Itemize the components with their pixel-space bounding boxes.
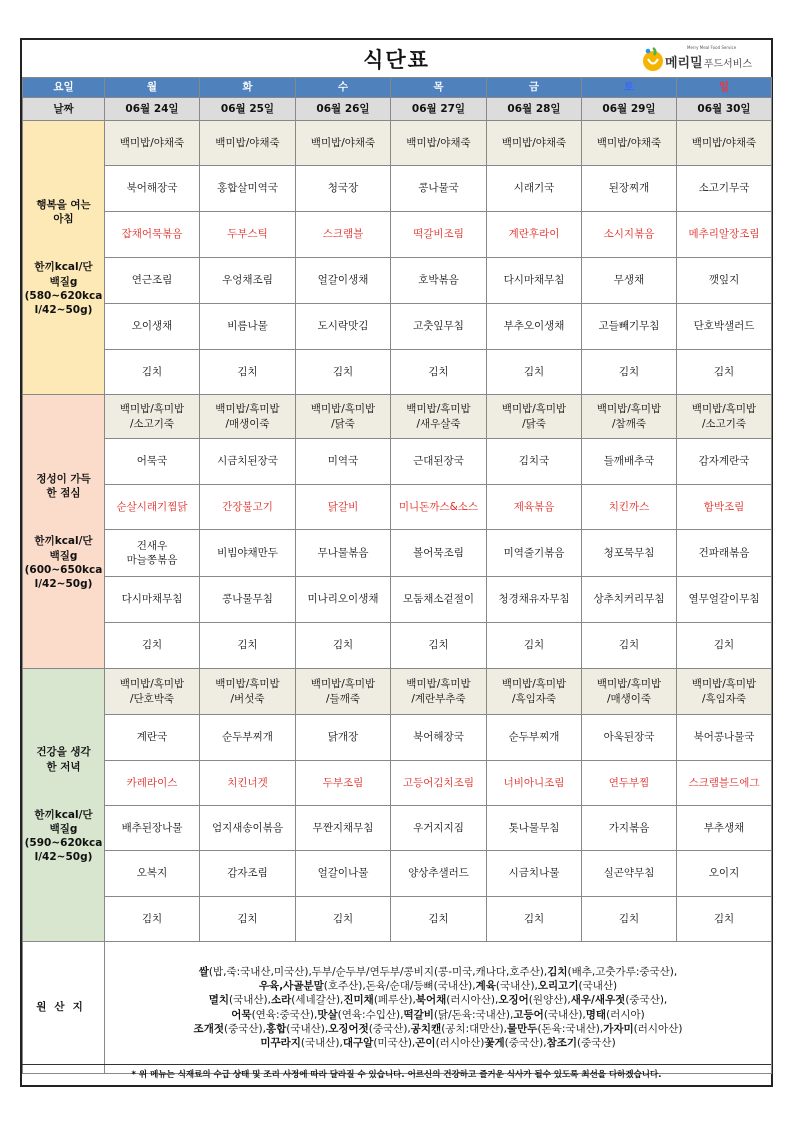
origin-item: 떡갈비 (403, 1008, 434, 1021)
day-header: 토 (582, 78, 677, 98)
origin-country: (국내산), (286, 1022, 329, 1035)
origin-country: (러시아) (606, 1008, 645, 1021)
menu-item: 감자계란국 (677, 439, 772, 485)
menu-item: 두부스틱 (200, 212, 296, 258)
origin-item: 공치캔 (410, 1022, 442, 1035)
menu-item: 된장찌개 (582, 166, 677, 212)
menu-item: 고춧잎무침 (391, 304, 487, 350)
menu-item: 건새우 마늘쫑볶음 (105, 530, 200, 577)
footnote: * 위 메뉴는 식재료의 수급 상태 및 조리 사정에 따라 달라질 수 있습니다. 어르신의 건강하고 즐거운 식사가 될수 있도록 최선을 다하겠습니다. (22, 1064, 771, 1085)
menu-item: 백미밥/흑미밥 /들깨죽 (296, 669, 391, 715)
menu-item: 백미밥/흑미밥 /소고기죽 (677, 395, 772, 439)
date-cell: 06월 28일 (487, 98, 582, 121)
date-cell: 06월 26일 (296, 98, 391, 121)
date-cell: 06월 27일 (391, 98, 487, 121)
menu-item: 백미밥/야채죽 (582, 121, 677, 166)
origin-item: 곤이 (415, 1036, 436, 1049)
menu-item: 감자조림 (200, 851, 296, 897)
menu-item: 김치 (677, 623, 772, 669)
origin-item: 대구알 (342, 1036, 374, 1049)
origin-line (106, 1022, 770, 1036)
origin-item: 조개젓 (193, 1022, 224, 1035)
menu-item: 비름나물 (200, 304, 296, 350)
menu-item: 김치 (105, 350, 200, 395)
menu-item: 부추오이생채 (487, 304, 582, 350)
brand-logo (641, 44, 761, 74)
menu-item: 백미밥/야채죽 (677, 121, 772, 166)
day-header: 일 (677, 78, 772, 98)
origin-item: 김치 (547, 965, 568, 978)
menu-item: 오이지 (677, 851, 772, 897)
origin-item: 맛살 (317, 1008, 338, 1021)
menu-item: 백미밥/흑미밥 /소고기죽 (105, 395, 200, 439)
menu-item: 아욱된장국 (582, 715, 677, 761)
origin-country: (국내산), (543, 1008, 586, 1021)
origin-country: (밥,죽:국내산,미국산),두부/순두부/연두부/콩비지(콩-미국,캐나다,호주산), (208, 965, 548, 978)
menu-item: 백미밥/야채죽 (487, 121, 582, 166)
menu-item: 얼갈이나물 (296, 851, 391, 897)
meal-name: 정성이 가득 한 점심 (36, 472, 91, 500)
menu-item: 김치국 (487, 439, 582, 485)
day-header: 화 (200, 78, 296, 98)
origin-item: 홍합 (265, 1022, 287, 1035)
menu-item: 김치 (582, 897, 677, 942)
origin-item: 북어채 (415, 994, 447, 1007)
origin-country: (중국산), (504, 1036, 547, 1049)
menu-item: 백미밥/흑미밥 /매생이죽 (200, 395, 296, 439)
menu-item: 시금치나물 (487, 851, 582, 897)
menu-item: 김치 (582, 623, 677, 669)
origin-country: (러시아산) (633, 1022, 683, 1035)
origin-line (106, 979, 770, 993)
origin-country: (중국산), (223, 1022, 266, 1035)
menu-item: 양상추샐러드 (391, 851, 487, 897)
menu-item: 고등어김치조림 (391, 761, 487, 806)
menu-item: 잡채어묵볶음 (105, 212, 200, 258)
menu-item: 연두부찜 (582, 761, 677, 806)
menu-item: 미나리오이생채 (296, 577, 391, 623)
menu-item: 단호박샐러드 (677, 304, 772, 350)
origin-country: (러시아산), (446, 994, 499, 1007)
menu-item: 들깨배추국 (582, 439, 677, 485)
menu-item: 배추된장나물 (105, 806, 200, 851)
menu-item: 순살시래기찜닭 (105, 485, 200, 530)
origin-item: 참조기 (546, 1036, 578, 1049)
title-bar (22, 40, 771, 78)
date-cell: 06월 25일 (200, 98, 296, 121)
menu-item: 다시마채무침 (105, 577, 200, 623)
menu-item: 백미밥/흑미밥 /단호박죽 (105, 669, 200, 715)
origin-country: (세네갈산), (291, 994, 344, 1007)
menu-item: 시래기국 (487, 166, 582, 212)
logo-text (665, 52, 752, 71)
origin-item: 쌀 (198, 965, 209, 978)
origin-item: 고등어 (513, 1008, 544, 1021)
day-header: 수 (296, 78, 391, 98)
menu-item: 백미밥/야채죽 (200, 121, 296, 166)
menu-item: 콩나물국 (391, 166, 487, 212)
meal-nutrition: 한끼kcal/단 백질g (590~620kca l/42~50g) (24, 808, 103, 864)
logo-brand: 메리밀 (665, 56, 703, 71)
menu-item: 백미밥/흑미밥 /매생이죽 (582, 669, 677, 715)
menu-item: 연근조림 (105, 258, 200, 304)
menu-item: 김치 (487, 623, 582, 669)
menu-item: 우거지지짐 (391, 806, 487, 851)
menu-item: 어묵국 (105, 439, 200, 485)
menu-item: 김치 (105, 897, 200, 942)
menu-item: 닭개장 (296, 715, 391, 761)
menu-item: 카레라이스 (105, 761, 200, 806)
menu-item: 백미밥/흑미밥 /참깨죽 (582, 395, 677, 439)
origin-line (106, 965, 770, 979)
menu-item: 청국장 (296, 166, 391, 212)
menu-item: 근대된장국 (391, 439, 487, 485)
menu-sheet (20, 38, 773, 1087)
menu-item: 백미밥/흑미밥 /닭죽 (487, 395, 582, 439)
menu-item: 백미밥/흑미밥 /닭죽 (296, 395, 391, 439)
meal-label (23, 669, 105, 942)
menu-item: 백미밥/흑미밥 /계란부추죽 (391, 669, 487, 715)
logo-tagline: Merry Meal Food Service (687, 45, 737, 50)
menu-item: 김치 (582, 350, 677, 395)
menu-item: 오복지 (105, 851, 200, 897)
meal-name: 행복을 여는 아침 (36, 198, 91, 226)
menu-item: 치킨까스 (582, 485, 677, 530)
menu-item: 백미밥/흑미밥 /흑임자죽 (487, 669, 582, 715)
menu-item: 스크램블 (296, 212, 391, 258)
logo-sub: 푸드서비스 (703, 59, 752, 70)
menu-item: 무짠지채무침 (296, 806, 391, 851)
menu-item: 백미밥/흑미밥 /흑임자죽 (677, 669, 772, 715)
menu-item: 김치 (391, 350, 487, 395)
origin-country: (러시아산) (435, 1036, 485, 1049)
menu-item: 엄지새송이볶음 (200, 806, 296, 851)
menu-item: 다시마채무침 (487, 258, 582, 304)
origin-country: (배추,고춧가루:중국산), (567, 965, 678, 978)
menu-item: 메추리알장조림 (677, 212, 772, 258)
menu-item: 도시락맛김 (296, 304, 391, 350)
origin-country: (닭/돈육:국내산), (433, 1008, 514, 1021)
meal-label (23, 121, 105, 395)
menu-item: 오이생채 (105, 304, 200, 350)
origin-country: (연육:수입산), (337, 1008, 404, 1021)
origin-country: (페루산), (373, 994, 416, 1007)
menu-item: 닭갈비 (296, 485, 391, 530)
menu-item: 건파래볶음 (677, 530, 772, 577)
menu-item: 비빔야채만두 (200, 530, 296, 577)
menu-item: 청포묵무침 (582, 530, 677, 577)
menu-item: 김치 (296, 897, 391, 942)
page-title: 식단표 (363, 48, 430, 72)
date-header-label: 날짜 (23, 98, 105, 121)
menu-item: 백미밥/흑미밥 /새우살죽 (391, 395, 487, 439)
menu-item: 무생채 (582, 258, 677, 304)
date-cell: 06월 24일 (105, 98, 200, 121)
date-cell: 06월 30일 (677, 98, 772, 121)
menu-item: 백미밥/야채죽 (296, 121, 391, 166)
day-header-label: 요일 (23, 78, 105, 98)
menu-item: 볼어묵조림 (391, 530, 487, 577)
origin-item: 멸치 (208, 994, 230, 1007)
menu-item: 너비아니조림 (487, 761, 582, 806)
menu-item: 소고기무국 (677, 166, 772, 212)
date-cell: 06월 29일 (582, 98, 677, 121)
menu-item: 미역줄기볶음 (487, 530, 582, 577)
menu-item: 가지볶음 (582, 806, 677, 851)
origin-item: 명태 (585, 1008, 607, 1021)
menu-item: 순두부찌개 (200, 715, 296, 761)
menu-item: 김치 (487, 350, 582, 395)
menu-item: 김치 (391, 623, 487, 669)
origin-line (106, 993, 770, 1007)
menu-item: 부추생채 (677, 806, 772, 851)
day-header: 목 (391, 78, 487, 98)
menu-item: 김치 (200, 623, 296, 669)
menu-item: 톳나물무침 (487, 806, 582, 851)
menu-item: 김치 (296, 623, 391, 669)
menu-item: 북어콩나물국 (677, 715, 772, 761)
menu-item: 얼갈이생채 (296, 258, 391, 304)
menu-item: 김치 (200, 350, 296, 395)
menu-item: 김치 (296, 350, 391, 395)
menu-item: 백미밥/흑미밥 /버섯죽 (200, 669, 296, 715)
origin-country: (미국산), (373, 1036, 416, 1049)
menu-item: 계란후라이 (487, 212, 582, 258)
menu-item: 열무얼갈이무침 (677, 577, 772, 623)
menu-table (22, 77, 772, 1074)
origin-country: (중국산), (368, 1022, 411, 1035)
menu-item: 상추치커리무침 (582, 577, 677, 623)
menu-item: 계란국 (105, 715, 200, 761)
menu-item: 모둠채소겉절이 (391, 577, 487, 623)
origin-country: (원양산), (528, 994, 571, 1007)
menu-item: 김치 (677, 350, 772, 395)
menu-item: 북어해장국 (105, 166, 200, 212)
origin-item: 소라 (270, 994, 292, 1007)
origin-label: 원산지 (23, 942, 105, 1074)
origin-country: (중국산) (577, 1036, 616, 1049)
origin-line (106, 1036, 770, 1050)
label-spacer (24, 500, 103, 534)
menu-item: 시금치된장국 (200, 439, 296, 485)
menu-item: 깻잎지 (677, 258, 772, 304)
menu-item: 북어해장국 (391, 715, 487, 761)
origin-item: 어묵 (231, 1008, 252, 1021)
origin-item: 계육 (475, 980, 496, 993)
origin-country: (국내산) (578, 980, 618, 993)
origin-item: 물만두 (507, 1022, 538, 1035)
menu-item: 김치 (487, 897, 582, 942)
menu-item: 우엉채조림 (200, 258, 296, 304)
menu-item: 간장불고기 (200, 485, 296, 530)
origin-item: 오징어 (498, 994, 529, 1007)
origin-item: 진미채 (343, 994, 374, 1007)
menu-item: 스크램블드에그 (677, 761, 772, 806)
menu-item: 김치 (200, 897, 296, 942)
day-header: 금 (487, 78, 582, 98)
origin-item: 새우/새우젓 (570, 994, 626, 1007)
origin-item: 오징어젓 (328, 1022, 369, 1035)
menu-item: 소시지볶음 (582, 212, 677, 258)
menu-item: 청경채유자무침 (487, 577, 582, 623)
day-header: 월 (105, 78, 200, 98)
label-spacer (24, 774, 103, 808)
origin-country: (공치:대만산), (441, 1022, 507, 1035)
origin-country: (중국산), (625, 994, 668, 1007)
menu-item: 고들빼기무침 (582, 304, 677, 350)
menu-item: 홍합살미역국 (200, 166, 296, 212)
origin-item: 우육,사골분말 (258, 980, 324, 993)
origin-item: 가자미 (603, 1022, 634, 1035)
meal-nutrition: 한끼kcal/단 백질g (580~620kca l/42~50g) (24, 261, 103, 316)
origin-country: (연육:중국산), (251, 1008, 318, 1021)
menu-item: 김치 (391, 897, 487, 942)
menu-item: 콩나물무침 (200, 577, 296, 623)
menu-item: 호박볶음 (391, 258, 487, 304)
origin-info (105, 942, 772, 1074)
menu-item: 실곤약무침 (582, 851, 677, 897)
label-spacer (24, 226, 103, 260)
menu-item: 백미밥/야채죽 (391, 121, 487, 166)
origin-item: 꽃게 (484, 1036, 505, 1049)
origin-item: 미꾸라지 (260, 1036, 301, 1049)
origin-country: (돈육:국내산), (537, 1022, 604, 1035)
menu-item: 미니돈까스&소스 (391, 485, 487, 530)
origin-item: 오리고기 (537, 980, 579, 993)
origin-line (106, 1008, 770, 1022)
meal-nutrition: 한끼kcal/단 백질g (600~650kca l/42~50g) (24, 535, 103, 590)
origin-country: (국내산), (300, 1036, 343, 1049)
menu-item: 김치 (105, 623, 200, 669)
meal-name: 건강을 생각 한 저녁 (36, 746, 91, 773)
menu-item: 무나물볶음 (296, 530, 391, 577)
menu-item: 제육볶음 (487, 485, 582, 530)
menu-item: 김치 (677, 897, 772, 942)
meal-logo-icon (641, 46, 665, 72)
origin-country: (국내산), (495, 980, 538, 993)
menu-item: 미역국 (296, 439, 391, 485)
menu-item: 백미밥/야채죽 (105, 121, 200, 166)
menu-item: 떡갈비조림 (391, 212, 487, 258)
meal-label (23, 395, 105, 669)
origin-country: (호주산),돈육/순대/등뼈(국내산), (323, 980, 476, 993)
menu-item: 함박조림 (677, 485, 772, 530)
menu-item: 치킨너겟 (200, 761, 296, 806)
menu-item: 순두부찌개 (487, 715, 582, 761)
menu-item: 두부조림 (296, 761, 391, 806)
origin-country: (국내산), (229, 994, 271, 1007)
